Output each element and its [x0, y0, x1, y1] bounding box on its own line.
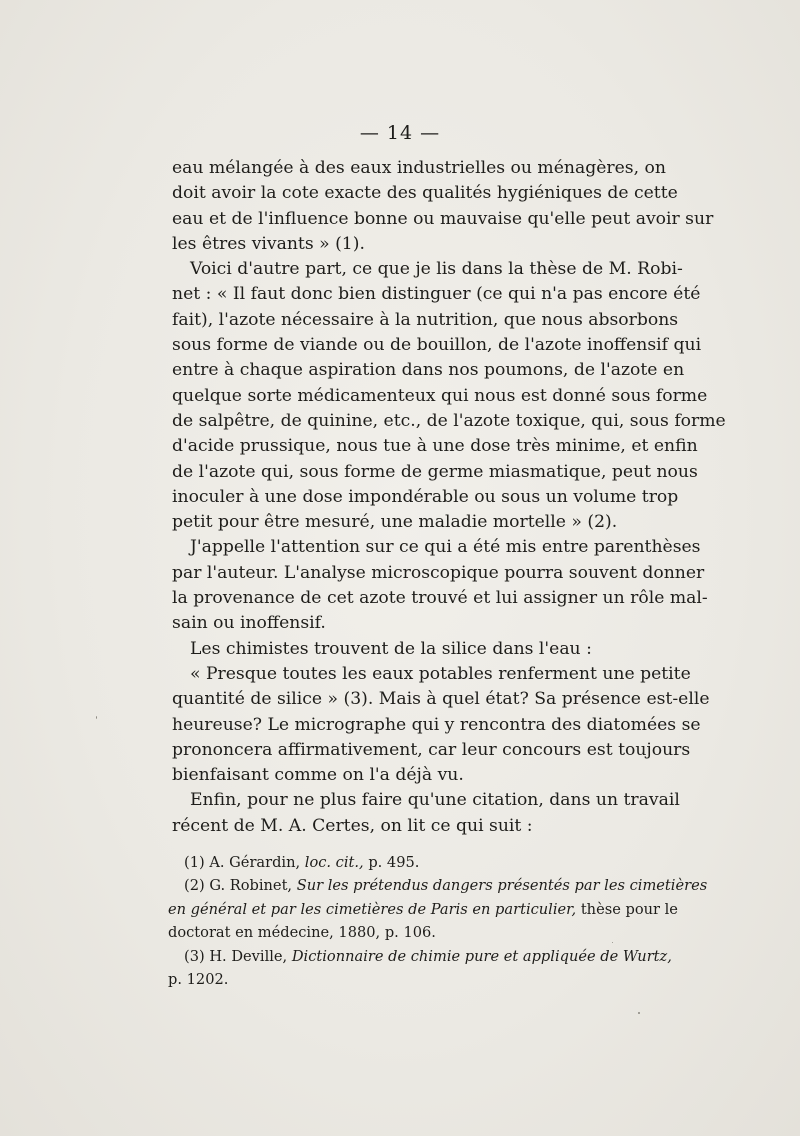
text-line: sain ou inoffensif. [172, 613, 326, 634]
footnote-author: A. Gérardin, [209, 854, 301, 871]
text-line: Enfin, pour ne plus faire qu'une citation, dans un travail [190, 790, 680, 811]
text-line: entre à chaque aspiration dans nos poumons, de l'azote en [172, 360, 685, 381]
text-line: heureuse? Le micrographe qui y rencontra des diatomées se [172, 714, 701, 735]
text-line: petit pour être mesuré, une maladie mortelle » (2). [172, 512, 618, 533]
text-line: inoculer à une dose impondérable ou sous un volume trop [172, 486, 679, 507]
text-line: Voici d'autre part, ce que je lis dans la thèse de M. Robi- [190, 259, 683, 280]
footnote-3-cont: p. 1202. [168, 970, 229, 988]
footnotes [168, 851, 708, 991]
text-line: sous forme de viande ou de bouillon, de l'azote inoffensif qui [172, 335, 702, 356]
text-line: bienfaisant comme on l'a déjà vu. [172, 765, 464, 786]
body-text [172, 156, 726, 839]
text-line: net : « Il faut donc bien distinguer (ce qui n'a pas encore été [172, 284, 701, 305]
page-number: — 14 — [359, 122, 441, 144]
text-line: d'acide prussique, nous tue à une dose très minime, et enfin [172, 436, 698, 457]
footnote-2-cont [168, 898, 678, 921]
footnote-text: thèse pour le [580, 900, 678, 918]
text-line: eau mélangée à des eaux industrielles ou ménagères, on [172, 158, 666, 178]
footnote-number: (3) [184, 947, 205, 965]
footnote-author: G. Robinet, [209, 877, 293, 895]
text-line: quantité de silice » (3). Mais à quel état? Sa présence est-elle [172, 689, 710, 710]
paper-speck [612, 942, 613, 943]
footnote-3 [168, 945, 672, 968]
text-line: doit avoir la cote exacte des qualités hygiéniques de cette [172, 183, 678, 204]
text-line: de l'azote qui, sous forme de germe miasmatique, peut nous [172, 461, 698, 482]
text-line: eau et de l'influence bonne ou mauvaise qu'elle peut avoir sur [172, 208, 714, 229]
text-line: prononcera affirmativement, car leur concours est toujours [172, 739, 691, 760]
footnote-title: Dictionnaire de chimie pure et appliquée de Wurtz, [291, 947, 672, 965]
text-line: la provenance de cet azote trouvé et lui assigner un rôle mal- [172, 588, 708, 609]
footnote-title: Sur les prétendus dangers présentés par les cimetières [296, 877, 708, 895]
text-line: par l'auteur. L'analyse microscopique pourra souvent donner [172, 562, 705, 583]
text-line: les êtres vivants » (1). [172, 233, 365, 254]
footnote-number: (1) [184, 854, 205, 871]
text-line: Les chimistes trouvent de la silice dans l'eau : [190, 638, 592, 659]
text-line: de salpêtre, de quinine, etc., de l'azote toxique, qui, sous forme [172, 410, 726, 431]
text-line: J'appelle l'attention sur ce qui a été mis entre parenthèses [190, 537, 701, 558]
footnote-title: en général et par les cimetières de Paris en particulier, [168, 900, 577, 918]
footnote-page: p. 495. [368, 854, 420, 871]
paper-speck [638, 1012, 640, 1014]
footnote-2-cont: doctorat en médecine, 1880, p. 106. [168, 924, 436, 942]
footnote-1 [168, 851, 667, 874]
text-line: fait), l'azote nécessaire à la nutrition, que nous absorbons [172, 309, 679, 330]
text-line: quelque sorte médicamenteux qui nous est donné sous forme [172, 385, 708, 406]
footnote-number: (2) [184, 877, 205, 895]
text-line: récent de M. A. Certes, on lit ce qui suit : [172, 815, 533, 836]
footnote-author: H. Deville, [209, 947, 288, 965]
footnote-ref: loc. cit., [304, 854, 364, 871]
paper-speck [96, 716, 97, 719]
footnote-2 [168, 874, 708, 897]
text-line: « Presque toutes les eaux potables renferment une petite [190, 663, 691, 684]
